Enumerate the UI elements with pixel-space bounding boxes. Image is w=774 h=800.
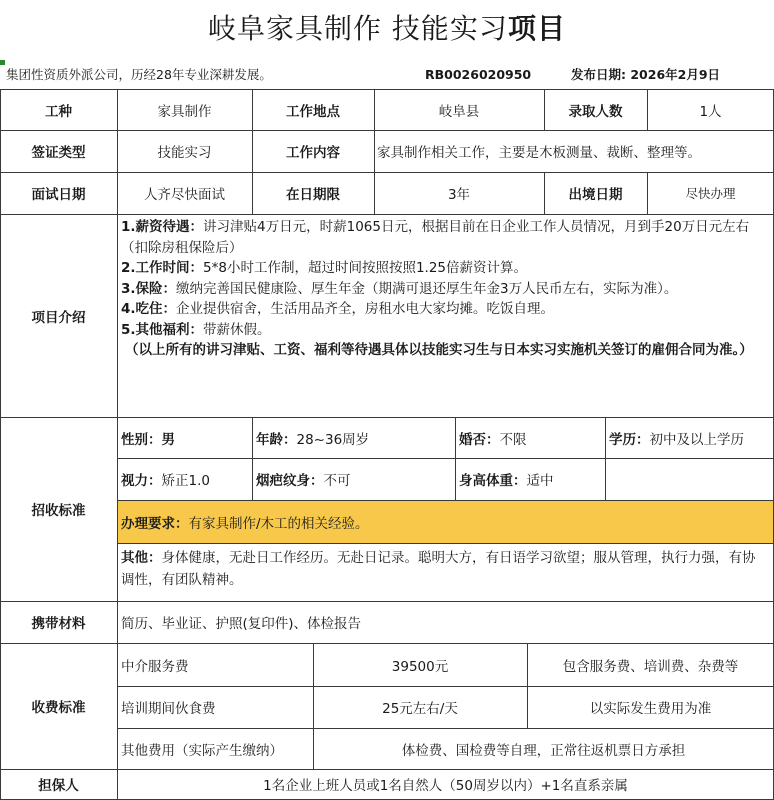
value-visa-type: 技能实习 bbox=[157, 145, 212, 161]
label-fees: 收费标准 bbox=[31, 700, 86, 716]
company-intro: 集团性资质外派公司，历经28年专业深耕发展。 bbox=[6, 67, 272, 82]
criteria-height-weight: 身高体重： 适中 bbox=[459, 473, 554, 489]
value-departure-date: 尽快办理 bbox=[685, 186, 736, 201]
intro-note: （以上所有的讲习津贴、工资、福利等待遇具体以技能实习生与日本实习实施机关签订的雇佣合同为准。） bbox=[125, 342, 753, 358]
label-interview-date: 面试日期 bbox=[31, 187, 86, 203]
label-work-content: 工作内容 bbox=[286, 145, 340, 161]
criteria-requirement: 办理要求： 有家具制作/木工的相关经验。 bbox=[121, 515, 369, 532]
criteria-marital: 婚否： 不限 bbox=[459, 431, 527, 448]
label-headcount: 录取人数 bbox=[568, 103, 623, 120]
job-code: RB0026020950 bbox=[425, 67, 532, 82]
value-guarantor: 1名企业上班人员或1名自然人（50周岁以内）+1名直系亲属 bbox=[263, 778, 628, 794]
criteria-vision: 视力： 矫正1.0 bbox=[121, 473, 210, 489]
value-stay-period: 3年 bbox=[447, 187, 471, 203]
fee-agency-note: 包含服务费、培训费、杂费等 bbox=[562, 658, 739, 675]
corner-marker bbox=[0, 60, 5, 65]
value-headcount: 1人 bbox=[699, 103, 722, 120]
label-visa-type: 签证类型 bbox=[31, 145, 86, 161]
fee-agency-amount: 39500元 bbox=[391, 658, 449, 675]
value-job-type: 家具制作 bbox=[157, 103, 212, 120]
job-table bbox=[0, 89, 774, 800]
label-stay-period: 在日期限 bbox=[286, 187, 340, 203]
fee-meal-note: 以实际发生费用为准 bbox=[589, 701, 712, 717]
fee-agency-label: 中介服务费 bbox=[121, 658, 189, 675]
label-project-intro: 项目介绍 bbox=[31, 309, 86, 326]
page-title: 岐阜家具制作 技能实习项目 bbox=[208, 12, 566, 45]
criteria-education: 学历： 初中及以上学历 bbox=[609, 431, 744, 448]
value-work-content: 家具制作相关工作，主要是木板测量、裁断、整理等。 bbox=[377, 145, 701, 161]
label-departure-date: 出境日期 bbox=[568, 187, 623, 203]
criteria-tattoo: 烟疤纹身： 不可 bbox=[256, 473, 351, 489]
criteria-gender: 性别： 男 bbox=[121, 431, 175, 448]
fee-meal-label: 培训期间伙食费 bbox=[121, 701, 216, 717]
fee-meal-amount: 25元左右/天 bbox=[382, 701, 458, 717]
fee-other-note: 体检费、国检费等自理，正常往返机票日方承担 bbox=[401, 742, 686, 759]
criteria-other: 其他：身体健康，无赴日工作经历。无赴日记录。聪明大方，有日语学习欲望；服从管理，执行力强，有协调性，有团队精神。 bbox=[121, 550, 756, 588]
label-materials: 携带材料 bbox=[31, 616, 86, 632]
value-materials: 简历、毕业证、护照(复印件)、体检报告 bbox=[121, 616, 362, 632]
project-intro-text: 1.薪资待遇：讲习津贴4万日元，时薪1065日元，根据目前在日企业工作人员情况，月到手20万日元左右（扣除房租保险后） 2.工作时间：5*8小时工作制，超过时间按照按照1.25倍薪资计算。 3.保险：缴纳完善国民健康险、厚生年金（期满可退还厚生年金3万人民币左右，实际为准）。 4.吃住：企业提供宿舍，生活用品齐全，房租水电大家均摊。吃饭自理。 5.其他福利：带薪休假。 （以上所有的讲习津贴、工资、福利等待遇具体以技能实习生与日本实习实施机关签订的雇佣合同为准。） bbox=[121, 217, 767, 361]
value-location: 岐阜县 bbox=[438, 103, 480, 120]
criteria-age: 年龄： 28~36周岁 bbox=[256, 431, 370, 448]
label-job-type: 工种 bbox=[45, 103, 72, 120]
fee-other-label: 其他费用（实际产生缴纳） bbox=[121, 742, 283, 759]
label-location: 工作地点 bbox=[286, 103, 340, 120]
publish-date: 发布日期: 2026年2月9日 bbox=[571, 67, 721, 82]
label-guarantor: 担保人 bbox=[38, 778, 79, 794]
value-interview-date: 人齐尽快面试 bbox=[144, 187, 225, 203]
label-criteria: 招收标准 bbox=[31, 503, 86, 519]
